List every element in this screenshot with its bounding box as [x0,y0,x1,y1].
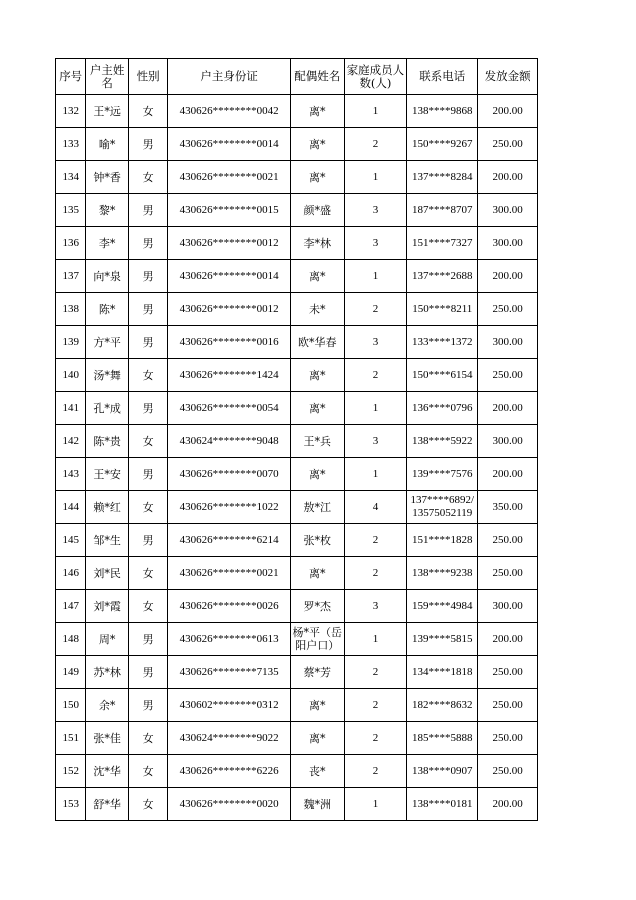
cell-members: 4 [344,491,407,524]
cell-phone: 185****5888 [407,722,478,755]
cell-members: 2 [344,755,407,788]
cell-no: 133 [56,128,86,161]
cell-owner-name: 邹*生 [86,524,129,557]
cell-owner-name: 赖*红 [86,491,129,524]
cell-amount: 250.00 [478,128,538,161]
cell-gender: 男 [128,227,167,260]
cell-amount: 350.00 [478,491,538,524]
cell-owner-id: 430626********0016 [168,326,291,359]
cell-phone: 133****1372 [407,326,478,359]
table-row [56,260,538,293]
table-row [56,524,538,557]
cell-gender: 女 [128,722,167,755]
cell-members: 1 [344,161,407,194]
cell-members: 1 [344,623,407,656]
cell-owner-id: 430626********0054 [168,392,291,425]
cell-phone: 139****7576 [407,458,478,491]
cell-no: 138 [56,293,86,326]
table-row [56,392,538,425]
cell-no: 136 [56,227,86,260]
header-gender: 性别 [128,59,167,95]
cell-no: 140 [56,359,86,392]
cell-gender: 男 [128,392,167,425]
cell-owner-name: 孔*成 [86,392,129,425]
cell-gender: 男 [128,293,167,326]
cell-phone: 138****0907 [407,755,478,788]
cell-amount: 200.00 [478,458,538,491]
cell-amount: 250.00 [478,656,538,689]
cell-no: 151 [56,722,86,755]
cell-spouse-name: 离* [290,458,344,491]
table-row [56,293,538,326]
cell-phone: 150****9267 [407,128,478,161]
cell-spouse-name: 李*林 [290,227,344,260]
cell-owner-name: 王*安 [86,458,129,491]
header-phone: 联系电话 [407,59,478,95]
cell-amount: 250.00 [478,293,538,326]
cell-gender: 女 [128,557,167,590]
table-row [56,557,538,590]
cell-no: 132 [56,95,86,128]
cell-members: 3 [344,425,407,458]
table-row [56,689,538,722]
cell-gender: 男 [128,194,167,227]
header-owner-name: 户主姓名 [86,59,129,95]
table-row [56,326,538,359]
cell-spouse-name: 离* [290,359,344,392]
cell-members: 2 [344,524,407,557]
table-row [56,128,538,161]
cell-gender: 女 [128,161,167,194]
cell-no: 150 [56,689,86,722]
cell-gender: 男 [128,260,167,293]
cell-members: 2 [344,722,407,755]
cell-no: 146 [56,557,86,590]
header-owner-id: 户主身份证 [168,59,291,95]
table-body [56,95,538,821]
table-row [56,161,538,194]
cell-no: 142 [56,425,86,458]
cell-phone: 182****8632 [407,689,478,722]
header-amount: 发放金额 [478,59,538,95]
cell-phone: 137****8284 [407,161,478,194]
cell-owner-name: 向*泉 [86,260,129,293]
cell-owner-id: 430626********0012 [168,227,291,260]
cell-owner-id: 430624********9048 [168,425,291,458]
cell-phone: 138****0181 [407,788,478,821]
cell-owner-name: 李* [86,227,129,260]
table-row [56,623,538,656]
cell-members: 2 [344,128,407,161]
cell-members: 2 [344,293,407,326]
cell-members: 2 [344,656,407,689]
cell-spouse-name: 杨*平（岳阳户口） [290,623,344,656]
cell-owner-id: 430624********9022 [168,722,291,755]
cell-spouse-name: 欧*华春 [290,326,344,359]
cell-phone: 138****5922 [407,425,478,458]
cell-gender: 男 [128,458,167,491]
cell-owner-name: 苏*林 [86,656,129,689]
cell-phone: 150****6154 [407,359,478,392]
cell-spouse-name: 蔡*芳 [290,656,344,689]
header-spouse-name: 配偶姓名 [290,59,344,95]
cell-amount: 300.00 [478,194,538,227]
cell-phone: 134****1818 [407,656,478,689]
cell-spouse-name: 颜*盛 [290,194,344,227]
cell-phone: 187****8707 [407,194,478,227]
cell-spouse-name: 离* [290,95,344,128]
cell-members: 1 [344,392,407,425]
cell-amount: 250.00 [478,557,538,590]
cell-spouse-name: 王*兵 [290,425,344,458]
cell-spouse-name: 魏*洲 [290,788,344,821]
cell-phone: 136****0796 [407,392,478,425]
cell-amount: 300.00 [478,590,538,623]
cell-spouse-name: 敖*江 [290,491,344,524]
cell-owner-id: 430626********1022 [168,491,291,524]
cell-spouse-name: 未* [290,293,344,326]
cell-members: 1 [344,458,407,491]
cell-amount: 250.00 [478,722,538,755]
cell-owner-id: 430626********0015 [168,194,291,227]
table-row [56,425,538,458]
cell-owner-id: 430602********0312 [168,689,291,722]
cell-phone: 137****6892/13575052119 [407,491,478,524]
cell-spouse-name: 离* [290,392,344,425]
cell-owner-name: 黎* [86,194,129,227]
header-no: 序号 [56,59,86,95]
cell-amount: 200.00 [478,260,538,293]
cell-owner-id: 430626********0021 [168,161,291,194]
cell-owner-id: 430626********0613 [168,623,291,656]
cell-owner-id: 430626********1424 [168,359,291,392]
cell-no: 148 [56,623,86,656]
cell-phone: 138****9868 [407,95,478,128]
table-row [56,491,538,524]
table-row [56,458,538,491]
table-header-row [56,59,538,95]
cell-members: 2 [344,689,407,722]
cell-owner-id: 430626********0020 [168,788,291,821]
cell-members: 3 [344,194,407,227]
cell-gender: 男 [128,656,167,689]
cell-no: 152 [56,755,86,788]
cell-gender: 女 [128,359,167,392]
cell-spouse-name: 离* [290,128,344,161]
cell-owner-name: 刘*霞 [86,590,129,623]
cell-members: 3 [344,590,407,623]
household-subsidy-table [55,58,538,821]
cell-phone: 138****9238 [407,557,478,590]
cell-spouse-name: 离* [290,161,344,194]
cell-members: 1 [344,788,407,821]
cell-members: 3 [344,326,407,359]
cell-owner-id: 430626********0070 [168,458,291,491]
cell-gender: 女 [128,788,167,821]
cell-gender: 男 [128,326,167,359]
cell-spouse-name: 离* [290,689,344,722]
cell-amount: 300.00 [478,425,538,458]
cell-owner-name: 钟*香 [86,161,129,194]
cell-amount: 250.00 [478,524,538,557]
cell-spouse-name: 罗*杰 [290,590,344,623]
cell-owner-name: 喻* [86,128,129,161]
cell-amount: 300.00 [478,326,538,359]
cell-owner-name: 周* [86,623,129,656]
cell-amount: 250.00 [478,689,538,722]
cell-no: 144 [56,491,86,524]
header-members: 家庭成员人数(人) [344,59,407,95]
cell-no: 145 [56,524,86,557]
cell-phone: 137****2688 [407,260,478,293]
cell-owner-id: 430626********0014 [168,260,291,293]
cell-amount: 200.00 [478,623,538,656]
cell-owner-name: 沈*华 [86,755,129,788]
cell-no: 147 [56,590,86,623]
cell-owner-name: 余* [86,689,129,722]
cell-owner-id: 430626********7135 [168,656,291,689]
table-row [56,788,538,821]
cell-phone: 150****8211 [407,293,478,326]
cell-members: 1 [344,95,407,128]
cell-owner-id: 430626********0042 [168,95,291,128]
cell-spouse-name: 离* [290,722,344,755]
cell-no: 137 [56,260,86,293]
cell-gender: 女 [128,491,167,524]
cell-owner-name: 王*远 [86,95,129,128]
cell-owner-id: 430626********0021 [168,557,291,590]
cell-no: 135 [56,194,86,227]
cell-no: 139 [56,326,86,359]
cell-members: 2 [344,557,407,590]
cell-gender: 女 [128,755,167,788]
cell-gender: 男 [128,689,167,722]
table-row [56,722,538,755]
cell-owner-name: 陈* [86,293,129,326]
cell-phone: 139****5815 [407,623,478,656]
cell-gender: 女 [128,95,167,128]
cell-spouse-name: 张*枚 [290,524,344,557]
table-row [56,194,538,227]
cell-no: 143 [56,458,86,491]
table-row [56,590,538,623]
cell-gender: 女 [128,590,167,623]
cell-owner-name: 舒*华 [86,788,129,821]
cell-owner-id: 430626********6214 [168,524,291,557]
table-row [56,95,538,128]
cell-amount: 200.00 [478,788,538,821]
cell-owner-name: 陈*贵 [86,425,129,458]
cell-amount: 300.00 [478,227,538,260]
cell-owner-name: 张*佳 [86,722,129,755]
table-row [56,656,538,689]
cell-spouse-name: 离* [290,260,344,293]
cell-gender: 女 [128,425,167,458]
cell-members: 3 [344,227,407,260]
table-row [56,359,538,392]
cell-gender: 男 [128,623,167,656]
table-row [56,227,538,260]
cell-amount: 200.00 [478,392,538,425]
cell-amount: 250.00 [478,755,538,788]
cell-no: 134 [56,161,86,194]
cell-owner-id: 430626********6226 [168,755,291,788]
cell-no: 149 [56,656,86,689]
cell-gender: 男 [128,128,167,161]
cell-amount: 200.00 [478,95,538,128]
cell-amount: 250.00 [478,359,538,392]
cell-owner-name: 方*平 [86,326,129,359]
cell-amount: 200.00 [478,161,538,194]
cell-spouse-name: 离* [290,557,344,590]
cell-owner-name: 汤*舞 [86,359,129,392]
cell-phone: 159****4984 [407,590,478,623]
cell-owner-id: 430626********0026 [168,590,291,623]
cell-members: 1 [344,260,407,293]
cell-owner-name: 刘*民 [86,557,129,590]
cell-no: 141 [56,392,86,425]
cell-spouse-name: 丧* [290,755,344,788]
cell-phone: 151****7327 [407,227,478,260]
cell-owner-id: 430626********0012 [168,293,291,326]
cell-owner-id: 430626********0014 [168,128,291,161]
cell-members: 2 [344,359,407,392]
table-row [56,755,538,788]
cell-no: 153 [56,788,86,821]
cell-gender: 男 [128,524,167,557]
cell-phone: 151****1828 [407,524,478,557]
